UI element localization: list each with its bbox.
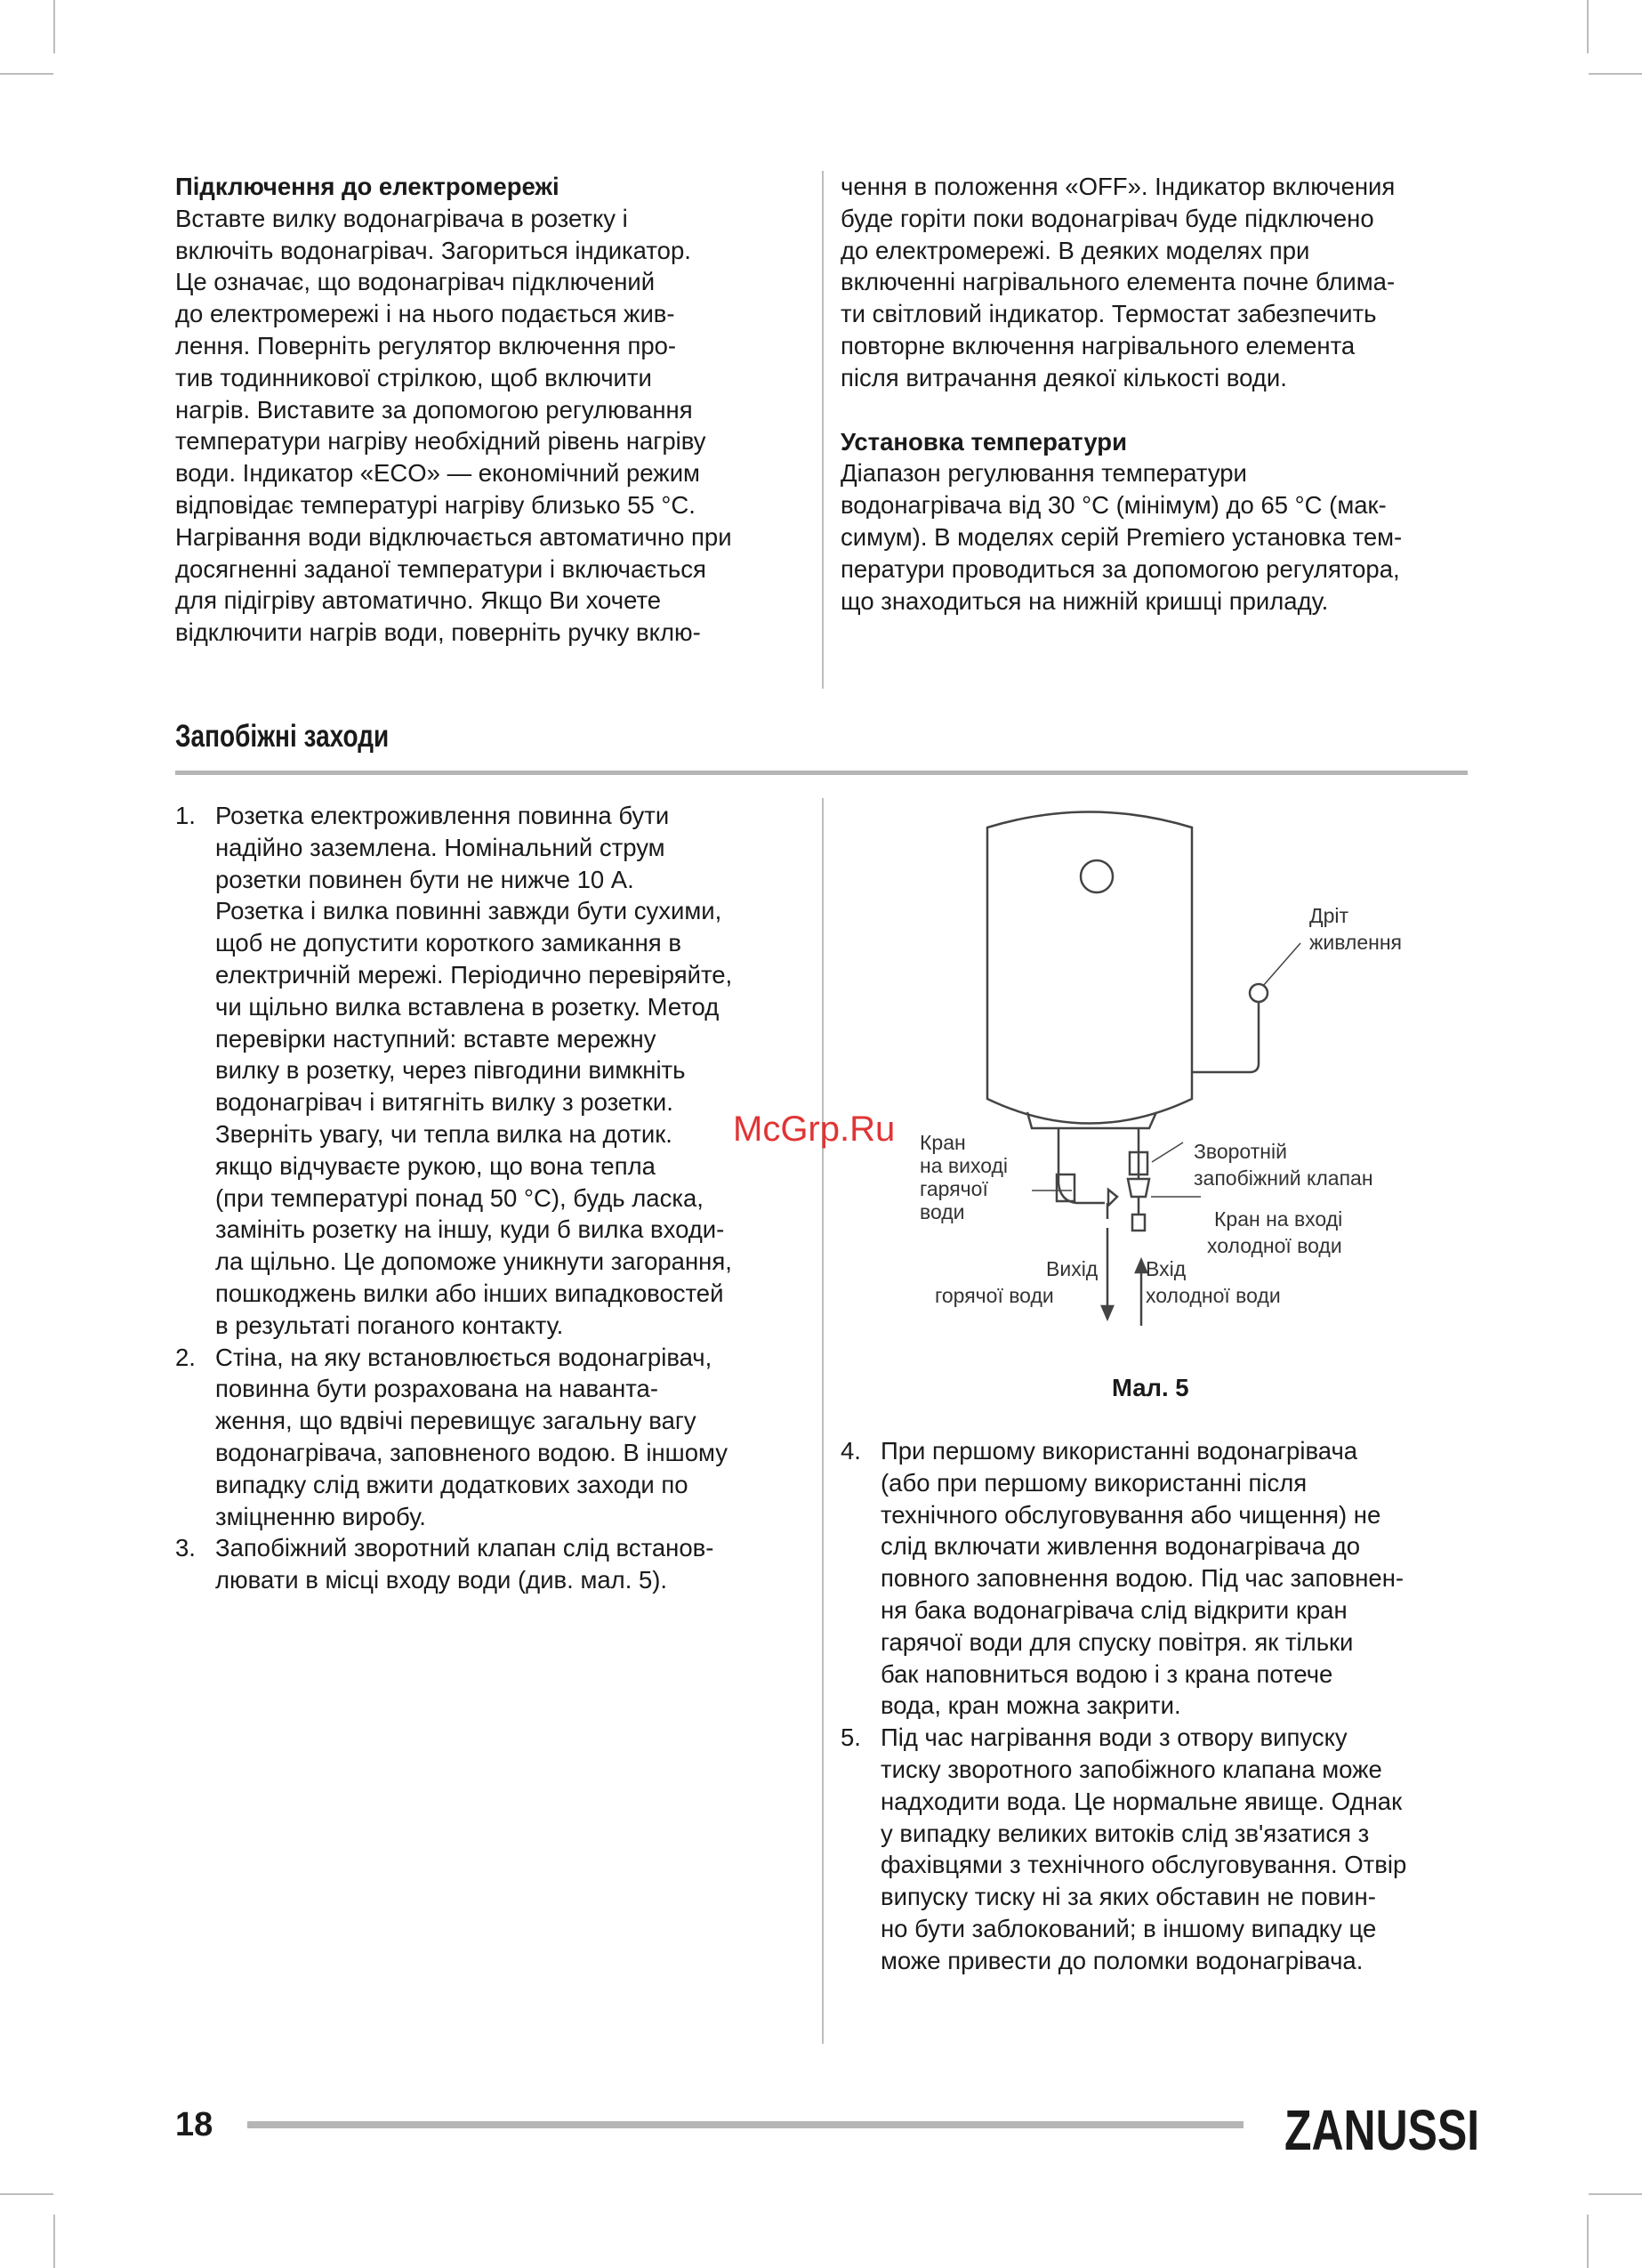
list-item-line: випуску тиску ні за яких обставин не повин- <box>881 1883 1376 1911</box>
connection-text-left <box>175 203 807 649</box>
list-item-line: надходити вода. Це нормальне явище. Однак <box>881 1787 1403 1815</box>
crop-mark <box>0 73 53 75</box>
text-line: до електромережі. В деяких моделях при <box>841 236 1310 264</box>
list-item-line: Розетка електроживлення повинна бути <box>215 802 670 829</box>
figure-caption: Мал. 5 <box>1112 1374 1189 1401</box>
power-plug <box>1250 984 1268 1002</box>
column-divider <box>822 798 824 2044</box>
text-line: ператури проводиться за допомогою регулятора, <box>841 554 1400 583</box>
list-item-line: но бути заблокований; в іншому випадку це <box>881 1914 1377 1942</box>
text-line: повторне включення нагрівального елемента <box>841 331 1356 359</box>
power-wire <box>1192 1001 1259 1072</box>
section-title: Запобіжні заходи <box>175 719 390 754</box>
list-item-line: (або при першому використанні після <box>881 1468 1308 1497</box>
list-item-line: у випадку великих витоків слід зв'язатися з <box>881 1819 1370 1847</box>
section-rule <box>175 771 1468 775</box>
thermometer-dial <box>1081 860 1113 892</box>
crop-mark <box>1589 2193 1642 2195</box>
text-line: Це означає, що водонагрівач підключений <box>175 268 656 296</box>
list-item-line: надійно заземлена. Номінальний струм <box>215 833 665 861</box>
list-item-line: може привести до поломки водонагрівача. <box>881 1946 1364 1974</box>
list-item <box>841 1722 1472 1976</box>
label-hot-out: Вихід горячої води <box>935 1257 1099 1307</box>
connection-column-right <box>841 171 1472 617</box>
list-item-line: ження, що вдвічі перевищує загальну вагу <box>215 1407 696 1435</box>
list-item-line: Стіна, на яку встановлюється водонагрівач, <box>215 1343 712 1371</box>
safety-column-right <box>841 1435 1472 1977</box>
list-item <box>175 1532 807 1596</box>
list-item-line: випадку слід вжити додаткових заходи по <box>215 1470 688 1498</box>
text-line: досягненні заданої температури і включається <box>175 554 706 583</box>
list-item-line: бак наповниться водою і з крана потече <box>881 1659 1333 1688</box>
text-line: Діапазон регулювання температури <box>841 459 1247 488</box>
text-line: температури нагріву необхідний рівень нагріву <box>175 427 706 456</box>
text-line: води. Індикатор «ECO» — економічний режим <box>175 459 700 488</box>
list-item-number: 1. <box>175 802 196 829</box>
list-item-line: замініть розетку на іншу, куди б вилка входи- <box>215 1215 725 1244</box>
list-item-line: вода, кран можна закрити. <box>881 1691 1181 1720</box>
list-item <box>175 800 807 1342</box>
list-item-number: 5. <box>841 1723 861 1752</box>
label-cold-tap: Кран на вході холодної води <box>1207 1207 1343 1257</box>
text-line: Вставте вилку водонагрівача в розетку і <box>175 204 628 232</box>
footer-rule <box>247 2121 1244 2128</box>
list-item-line: тиску зворотного запобіжного клапана може <box>881 1755 1382 1783</box>
list-item-line: гарячої води для спуску повітря. як тільки <box>881 1627 1354 1656</box>
list-item-line: щоб не допустити короткого замикання в <box>215 929 681 957</box>
list-item-line: технічного обслуговування або чищення) не <box>881 1500 1381 1529</box>
crop-mark <box>0 2193 53 2195</box>
list-item-line: зміцненню виробу. <box>215 1502 426 1530</box>
list-item-line: чи щільно вилка вставлена в розетку. Метод <box>215 992 720 1021</box>
list-item-line: якщо відчуваєте рукою, що вона тепла <box>215 1151 656 1180</box>
list-item <box>175 1342 807 1533</box>
list-item-line: в результаті поганого контакту. <box>215 1311 564 1339</box>
crop-mark <box>1589 73 1642 75</box>
label-check-valve: Зворотній запобіжний клапан <box>1194 1140 1373 1190</box>
connection-heading: Підключення до електромережі <box>175 173 559 200</box>
text-line: лення. Поверніть регулятор включення про- <box>175 331 677 359</box>
safety-list-left <box>175 800 807 1596</box>
list-item <box>841 1435 1472 1722</box>
text-line: ти світловий індикатор. Термостат забезпечить <box>841 300 1377 328</box>
list-item-number: 2. <box>175 1343 196 1371</box>
list-item-line: перевірки наступний: вставте мережну <box>215 1024 656 1053</box>
temperature-heading: Установка температури <box>841 427 1127 456</box>
list-item-line: водонагрівача, заповненого водою. В іншому <box>215 1438 728 1466</box>
connection-column-left <box>175 171 807 649</box>
safety-list-right <box>841 1435 1472 1977</box>
list-item-line: пошкоджень вилки або інших випадковостей <box>215 1279 724 1307</box>
list-item-number: 4. <box>841 1437 861 1465</box>
crop-mark <box>1587 2215 1589 2268</box>
list-item-line: Під час нагрівання води з отвору випуску <box>881 1723 1348 1752</box>
text-line: включіть водонагрівач. Загориться індикатор. <box>175 236 691 264</box>
brand-logo: ZANUSSI <box>1284 2098 1480 2162</box>
list-item-line: водонагрівач і витягніть вилку з розетки. <box>215 1088 673 1117</box>
list-item-line: Зверніть увагу, чи тепла вилка на дотик. <box>215 1119 672 1148</box>
temperature-text <box>841 457 1472 617</box>
crop-mark <box>1587 0 1589 53</box>
safety-column-left <box>175 800 807 1596</box>
list-item-line: ня бака водонагрівача слід відкрити кран <box>881 1595 1348 1624</box>
text-line: тив тодинникової стрілкою, щоб включити <box>175 363 652 391</box>
list-item-line: слід включати живлення водонагрівача до <box>881 1532 1361 1561</box>
list-item-line: вилку в розетку, через півгодини вимкніть <box>215 1056 686 1085</box>
text-line: нагрів. Виставите за допомогою регулювання <box>175 395 693 424</box>
text-line: відповідає температурі нагріву близько 55 °С. <box>175 490 696 519</box>
crop-mark <box>53 2215 55 2268</box>
text-line: після витрачання деякої кількості води. <box>841 363 1287 391</box>
list-item-number: 3. <box>175 1534 196 1562</box>
page-number: 18 <box>175 2106 213 2143</box>
label-cold-in: Вхід холодної води <box>1146 1257 1281 1307</box>
cold-tap <box>1128 1179 1149 1197</box>
list-item-line: Запобіжний зворотний клапан слід встанов- <box>215 1534 714 1562</box>
list-item-line: лювати в місці входу води (див. мал. 5). <box>215 1566 668 1594</box>
text-line: симум). В моделях серій Premiero установка тем- <box>841 522 1403 551</box>
text-line: водонагрівача від 30 °С (мінімум) до 65 °С (мак- <box>841 491 1387 520</box>
list-item-line: (при температурі понад 50 °С), будь ласка, <box>215 1183 704 1212</box>
list-item-line: повинна бути розрахована на наванта- <box>215 1375 659 1403</box>
text-line: буде горіти поки водонагрівач буде підключено <box>841 204 1374 232</box>
connection-text-right <box>841 171 1472 394</box>
label-hot-tap: Кран на виході гарячої води <box>920 1131 1009 1223</box>
column-divider <box>822 171 824 689</box>
tank-bottom <box>1027 1112 1156 1128</box>
list-item-line: фахівцями з технічного обслуговування. Отвір <box>881 1851 1407 1879</box>
list-item-line: ла щільно. Це допоможе уникнути загорання, <box>215 1247 732 1276</box>
hot-outlet-pipe <box>1058 1128 1105 1203</box>
text-line: чення в положення «OFF». Індикатор включения <box>841 173 1396 200</box>
list-item-line: При першому використанні водонагрівача <box>881 1437 1358 1465</box>
list-item-line: Розетка і вилка повинні завжди бути сухими, <box>215 897 722 925</box>
label-power-wire: Дріт живлення <box>1309 904 1402 954</box>
text-line: включенні нагрівального елемента почне блима- <box>841 268 1396 296</box>
crop-mark <box>53 0 55 53</box>
text-line: для підігріву автоматично. Якщо Ви хочете <box>175 586 662 615</box>
text-line: відключити нагрів води, поверніть ручку вклю- <box>175 618 701 647</box>
list-item-line: розетки повинен бути не нижче 10 А. <box>215 865 634 893</box>
watermark: McGrp.Ru <box>733 1110 896 1149</box>
list-item-line: електричній мережі. Періодично перевіряйте, <box>215 960 733 989</box>
text-line: до електромережі і на нього подається жив- <box>175 300 675 328</box>
tank-outline <box>987 812 1192 1124</box>
text-line: що знаходиться на нижній кришці приладу. <box>841 586 1329 615</box>
text-line: Нагрівання води відключається автоматично при <box>175 522 732 551</box>
list-item-line: повного заповнення водою. Під час заповнен- <box>881 1564 1405 1593</box>
hot-tap-valve <box>1108 1190 1117 1206</box>
water-heater-diagram <box>898 801 1468 1335</box>
